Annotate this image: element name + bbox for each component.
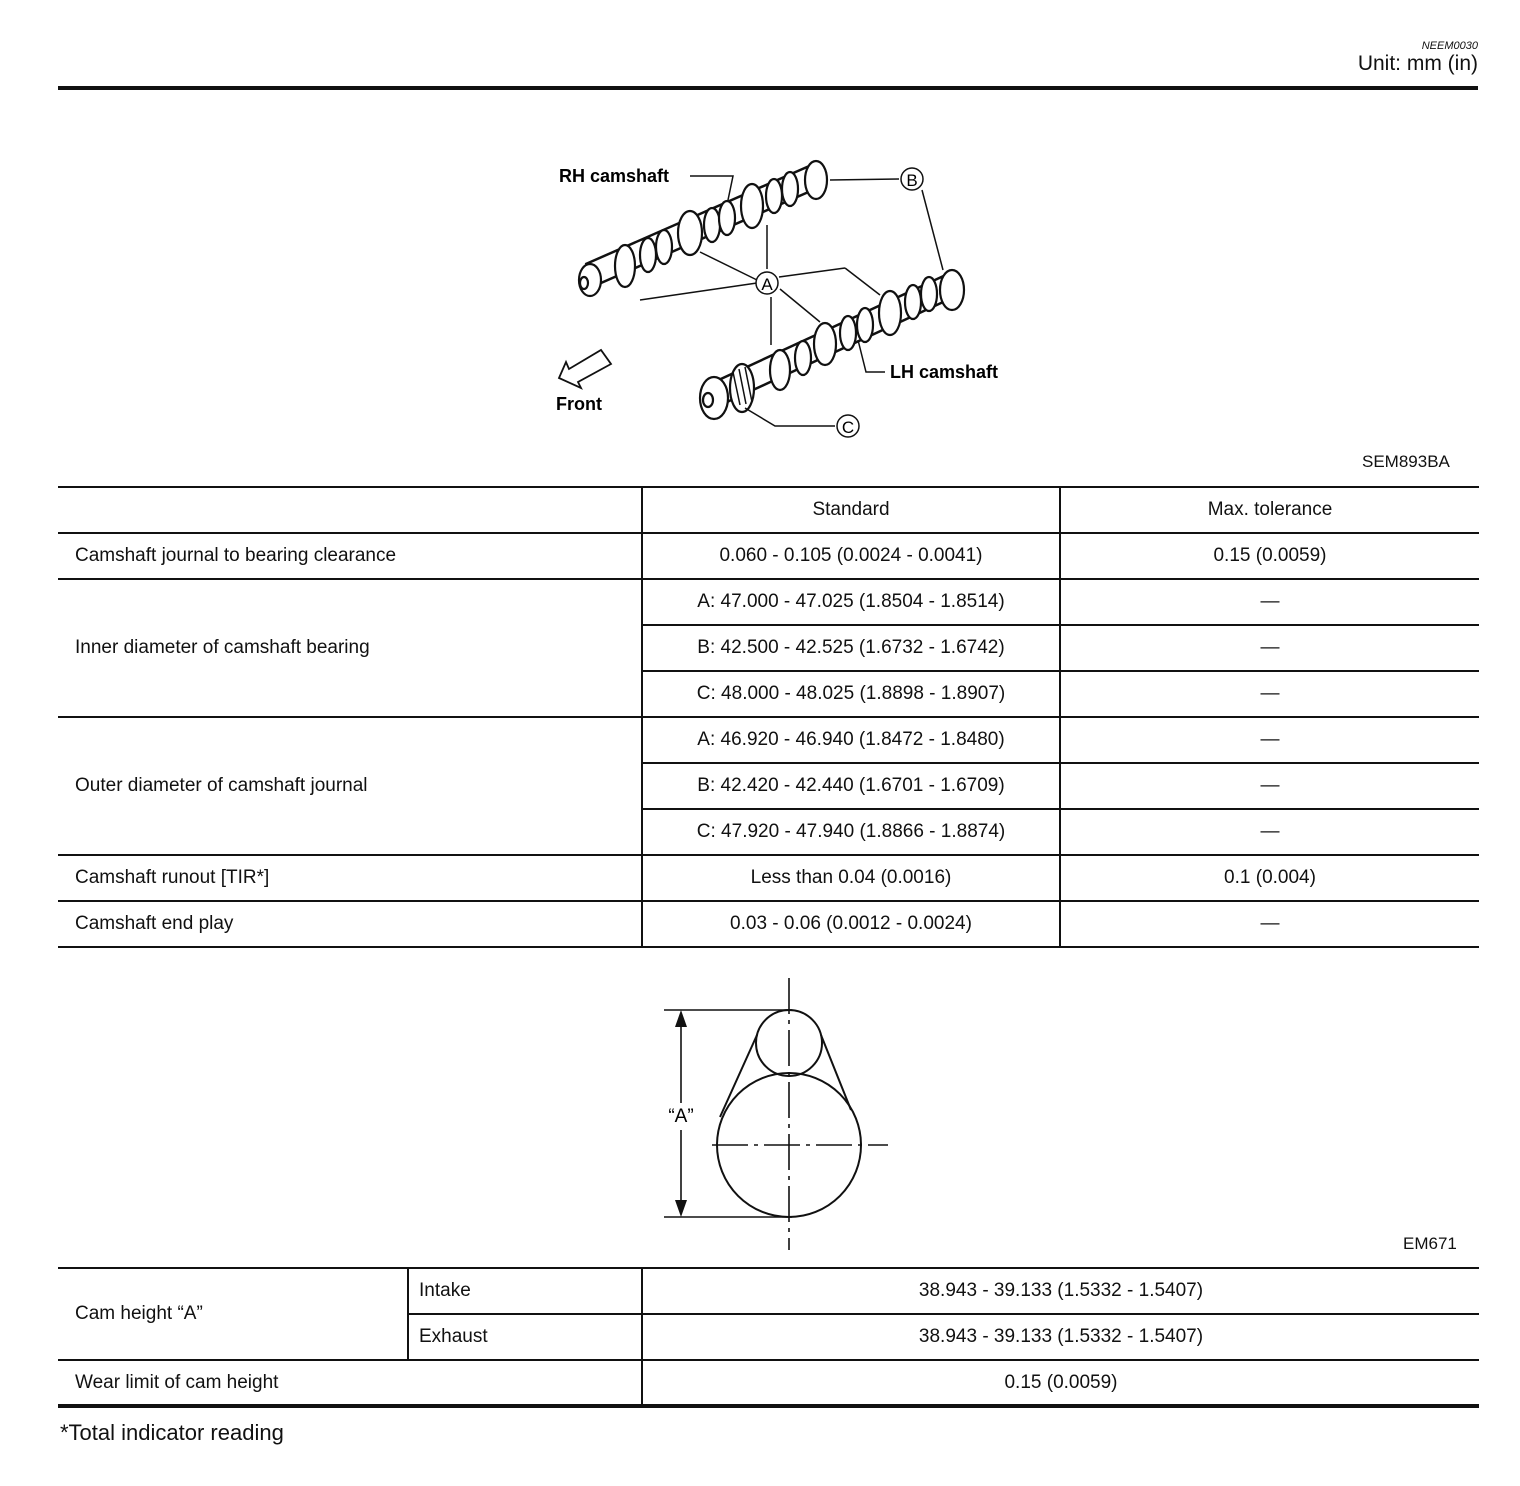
row-label: Camshaft journal to bearing clearance [58, 533, 642, 579]
figure2-code: EM671 [1403, 1234, 1457, 1253]
max-value: — [1060, 579, 1479, 625]
intake-value: 38.943 - 39.133 (1.5332 - 1.5407) [642, 1268, 1479, 1314]
camshaft-diagram [540, 150, 1040, 450]
standard-value: B: 42.500 - 42.525 (1.6732 - 1.6742) [642, 625, 1060, 671]
table-row [58, 717, 1479, 763]
callout-b: B [906, 171, 918, 190]
standard-value: 0.03 - 0.06 (0.0012 - 0.0024) [642, 901, 1060, 947]
header-max-tolerance: Max. tolerance [1060, 487, 1479, 533]
row-label: Camshaft runout [TIR*] [58, 855, 642, 901]
max-value: — [1060, 625, 1479, 671]
lh-camshaft-label: LH camshaft [890, 362, 999, 382]
exhaust-label: Exhaust [408, 1314, 642, 1360]
table-row [58, 901, 1479, 947]
table-row [58, 533, 1479, 579]
front-label: Front [556, 394, 602, 414]
row-label: Wear limit of cam height [58, 1360, 642, 1406]
dimension-arrow-up-icon [675, 1010, 687, 1027]
front-arrow-icon [559, 350, 611, 388]
max-value: — [1060, 763, 1479, 809]
max-value: — [1060, 717, 1479, 763]
exhaust-value: 38.943 - 39.133 (1.5332 - 1.5407) [642, 1314, 1479, 1360]
reference-code: NEEM0030 [1421, 40, 1478, 52]
header-rule [58, 86, 1478, 90]
wear-limit-value: 0.15 (0.0059) [642, 1360, 1479, 1406]
max-value: — [1060, 809, 1479, 855]
table-row [58, 855, 1479, 901]
standard-value: B: 42.420 - 42.440 (1.6701 - 1.6709) [642, 763, 1060, 809]
standard-value: C: 47.920 - 47.940 (1.8866 - 1.8874) [642, 809, 1060, 855]
cam-height-table [58, 1267, 1479, 1408]
callout-a: A [761, 275, 773, 294]
dimension-arrow-down-icon [675, 1200, 687, 1217]
max-value: — [1060, 671, 1479, 717]
standard-value: 0.060 - 0.105 (0.0024 - 0.0041) [642, 533, 1060, 579]
figure1-code: SEM893BA [1362, 452, 1450, 471]
row-label: Camshaft end play [58, 901, 642, 947]
max-value: 0.1 (0.004) [1060, 855, 1479, 901]
table-row [58, 1360, 1479, 1406]
cam-lobe-diagram [650, 975, 900, 1255]
intake-label: Intake [408, 1268, 642, 1314]
table-row [58, 1268, 1479, 1314]
row-label: Outer diameter of camshaft journal [58, 717, 642, 855]
standard-value: A: 46.920 - 46.940 (1.8472 - 1.8480) [642, 717, 1060, 763]
max-value: 0.15 (0.0059) [1060, 533, 1479, 579]
table-row [58, 579, 1479, 625]
standard-value: A: 47.000 - 47.025 (1.8504 - 1.8514) [642, 579, 1060, 625]
unit-label: Unit: mm (in) [1357, 52, 1478, 75]
camshaft-spec-table [58, 486, 1479, 948]
header-standard: Standard [642, 487, 1060, 533]
callout-c: C [841, 418, 855, 437]
header-blank [58, 487, 642, 533]
lh-camshaft-drawing [700, 270, 964, 419]
cam-height-a-label: “A” [668, 1106, 694, 1127]
table-header-row [58, 487, 1479, 533]
footnote: *Total indicator reading [60, 1420, 284, 1445]
standard-value: C: 48.000 - 48.025 (1.8898 - 1.8907) [642, 671, 1060, 717]
row-label: Inner diameter of camshaft bearing [58, 579, 642, 717]
rh-camshaft-label: RH camshaft [559, 166, 670, 186]
row-label: Cam height “A” [58, 1268, 408, 1360]
standard-value: Less than 0.04 (0.0016) [642, 855, 1060, 901]
max-value: — [1060, 901, 1479, 947]
